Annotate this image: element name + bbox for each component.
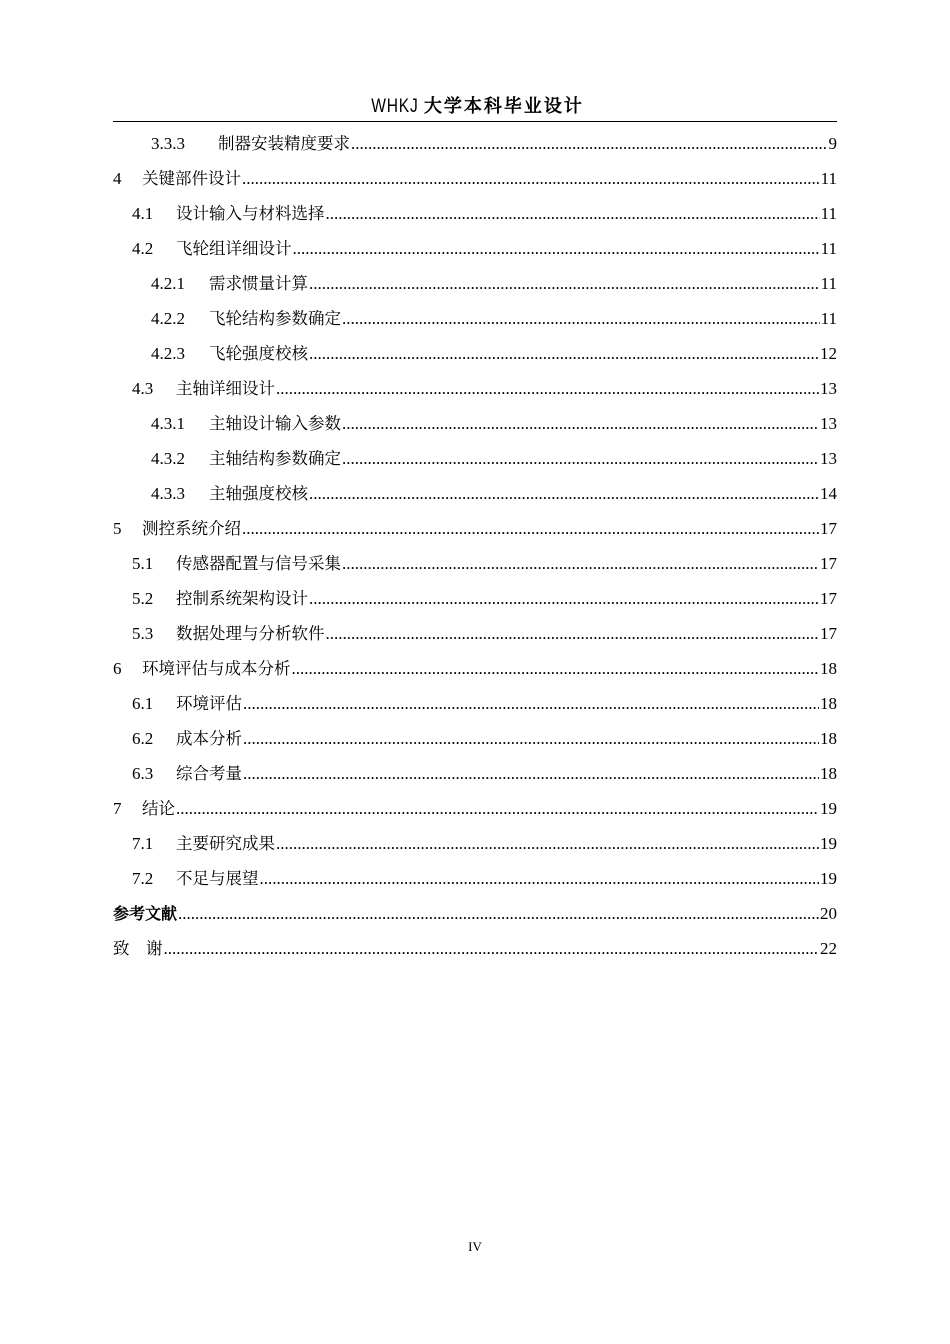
toc-entry-title: 传感器配置与信号采集	[176, 554, 341, 573]
toc-entry-title: 环境评估	[176, 694, 242, 713]
toc-leader-dots	[351, 126, 828, 161]
toc-leader-dots	[260, 861, 820, 896]
toc-entry[interactable]	[113, 371, 837, 406]
toc-entry-page: 18	[820, 694, 837, 713]
toc-entry-page: 13	[820, 449, 837, 468]
toc-entry-title: 需求惯量计算	[209, 274, 308, 293]
toc-entry[interactable]	[113, 476, 837, 511]
toc-entry-page: 17	[820, 589, 837, 608]
toc-leader-dots	[309, 336, 819, 371]
toc-entry-page: 11	[820, 274, 837, 293]
toc-entry-title: 致 谢	[113, 939, 163, 958]
toc-entry-number: 5.3	[132, 624, 154, 643]
toc-entry-title: 主轴结构参数确定	[209, 449, 341, 468]
toc-entry[interactable]	[113, 861, 837, 896]
toc-leader-dots	[342, 546, 819, 581]
toc-entry-title: 飞轮组详细设计	[176, 239, 292, 258]
toc-entry[interactable]	[113, 196, 837, 231]
toc-entry[interactable]	[113, 441, 837, 476]
page-number: IV	[468, 1239, 482, 1254]
toc-entry-title: 结论	[142, 799, 175, 818]
toc-entry-page: 17	[820, 624, 837, 643]
toc-entry[interactable]	[113, 511, 837, 546]
toc-entry-number: 4.3.1	[151, 414, 185, 433]
toc-entry-number: 4.3.3	[151, 484, 185, 503]
toc-entry-number: 4.2.3	[151, 344, 185, 363]
toc-leader-dots	[164, 931, 820, 966]
toc-entry-title: 控制系统架构设计	[176, 589, 308, 608]
toc-entry-number: 4.2.2	[151, 309, 185, 328]
toc-entry-title: 环境评估与成本分析	[142, 659, 291, 678]
toc-leader-dots	[178, 896, 819, 931]
toc-entry-title: 主轴强度校核	[209, 484, 308, 503]
toc-entry-number: 6.1	[132, 694, 154, 713]
toc-entry-number: 7.1	[132, 834, 154, 853]
toc-entry-page: 18	[820, 729, 837, 748]
toc-entry-number: 7	[113, 799, 122, 818]
header-code: WHKJ	[371, 96, 419, 117]
toc-entry-title: 飞轮结构参数确定	[209, 309, 341, 328]
toc-leader-dots	[309, 266, 820, 301]
toc-entry-page: 20	[820, 904, 837, 923]
toc-entry-number: 4.2	[132, 239, 154, 258]
toc-leader-dots	[243, 686, 819, 721]
header-title: 大学本科毕业设计	[423, 96, 584, 117]
toc-entry-number: 5	[113, 519, 122, 538]
toc-leader-dots	[309, 581, 819, 616]
toc-entry-page: 19	[820, 834, 837, 853]
toc-entry-number: 6.2	[132, 729, 154, 748]
toc-entry-page: 18	[820, 659, 837, 678]
toc-leader-dots	[276, 826, 819, 861]
toc-entry-title: 不足与展望	[176, 869, 259, 888]
toc-entry-number: 5.1	[132, 554, 154, 573]
toc-entry-page: 11	[820, 204, 837, 223]
toc-entry[interactable]	[113, 231, 837, 266]
toc-entry-number: 6.3	[132, 764, 154, 783]
toc-entry-title: 综合考量	[176, 764, 242, 783]
toc-entry-number: 7.2	[132, 869, 154, 888]
toc-entry[interactable]	[113, 791, 837, 826]
toc-entry-title: 主轴详细设计	[176, 379, 275, 398]
toc-leader-dots	[176, 791, 819, 826]
toc-entry-title: 测控系统介绍	[142, 519, 241, 538]
toc-entry-title: 成本分析	[176, 729, 242, 748]
toc-entry[interactable]	[113, 651, 837, 686]
toc-entry-title: 飞轮强度校核	[209, 344, 308, 363]
toc-entry[interactable]	[113, 581, 837, 616]
toc-entry-number: 4.1	[132, 204, 154, 223]
toc-leader-dots	[326, 616, 820, 651]
toc-entry-number: 3.3.3	[151, 134, 185, 153]
toc-entry-number: 4	[113, 169, 122, 188]
toc-entry-page: 19	[820, 869, 837, 888]
toc-entry-page: 11	[820, 309, 837, 328]
toc-entry-title: 主轴设计输入参数	[209, 414, 341, 433]
toc-entry-page: 14	[820, 484, 837, 503]
toc-entry[interactable]	[113, 616, 837, 651]
table-of-contents	[113, 126, 837, 966]
toc-entry-page: 9	[828, 134, 837, 153]
toc-entry-number: 4.2.1	[151, 274, 185, 293]
toc-entry-page: 13	[820, 414, 837, 433]
toc-entry[interactable]	[113, 546, 837, 581]
toc-entry[interactable]	[113, 126, 837, 161]
toc-entry-page: 12	[820, 344, 837, 363]
toc-leader-dots	[243, 756, 819, 791]
toc-entry-number: 5.2	[132, 589, 154, 608]
toc-entry-page: 18	[820, 764, 837, 783]
toc-entry-page: 11	[820, 239, 837, 258]
toc-leader-dots	[242, 511, 819, 546]
toc-entry[interactable]	[113, 406, 837, 441]
toc-entry-title: 制器安装精度要求	[218, 134, 350, 153]
toc-entry-page: 17	[820, 554, 837, 573]
toc-leader-dots	[342, 441, 819, 476]
toc-leader-dots	[293, 231, 820, 266]
toc-leader-dots	[276, 371, 819, 406]
toc-leader-dots	[326, 196, 820, 231]
toc-entry-title: 设计输入与材料选择	[176, 204, 325, 223]
toc-entry-page: 19	[820, 799, 837, 818]
toc-leader-dots	[342, 406, 819, 441]
toc-entry[interactable]	[113, 896, 837, 931]
toc-leader-dots	[309, 476, 819, 511]
toc-entry-page: 11	[820, 169, 837, 188]
toc-entry[interactable]	[113, 686, 837, 721]
toc-entry-page: 17	[820, 519, 837, 538]
page-header	[113, 93, 837, 122]
toc-entry[interactable]	[113, 756, 837, 791]
toc-entry-title: 数据处理与分析软件	[176, 624, 325, 643]
toc-entry-title: 主要研究成果	[176, 834, 275, 853]
toc-leader-dots	[342, 301, 820, 336]
toc-entry[interactable]	[113, 931, 837, 966]
toc-entry[interactable]	[113, 161, 837, 196]
toc-entry-number: 4.3	[132, 379, 154, 398]
toc-entry-page: 22	[820, 939, 837, 958]
toc-entry-number: 6	[113, 659, 122, 678]
toc-entry[interactable]	[113, 721, 837, 756]
toc-entry-title: 参考文献	[113, 904, 178, 923]
toc-entry-number: 4.3.2	[151, 449, 185, 468]
toc-entry[interactable]	[113, 301, 837, 336]
toc-entry-title: 关键部件设计	[142, 169, 241, 188]
toc-leader-dots	[292, 651, 820, 686]
toc-leader-dots	[243, 721, 819, 756]
toc-entry[interactable]	[113, 336, 837, 371]
toc-entry-page: 13	[820, 379, 837, 398]
toc-entry[interactable]	[113, 826, 837, 861]
toc-leader-dots	[242, 161, 820, 196]
toc-entry[interactable]	[113, 266, 837, 301]
